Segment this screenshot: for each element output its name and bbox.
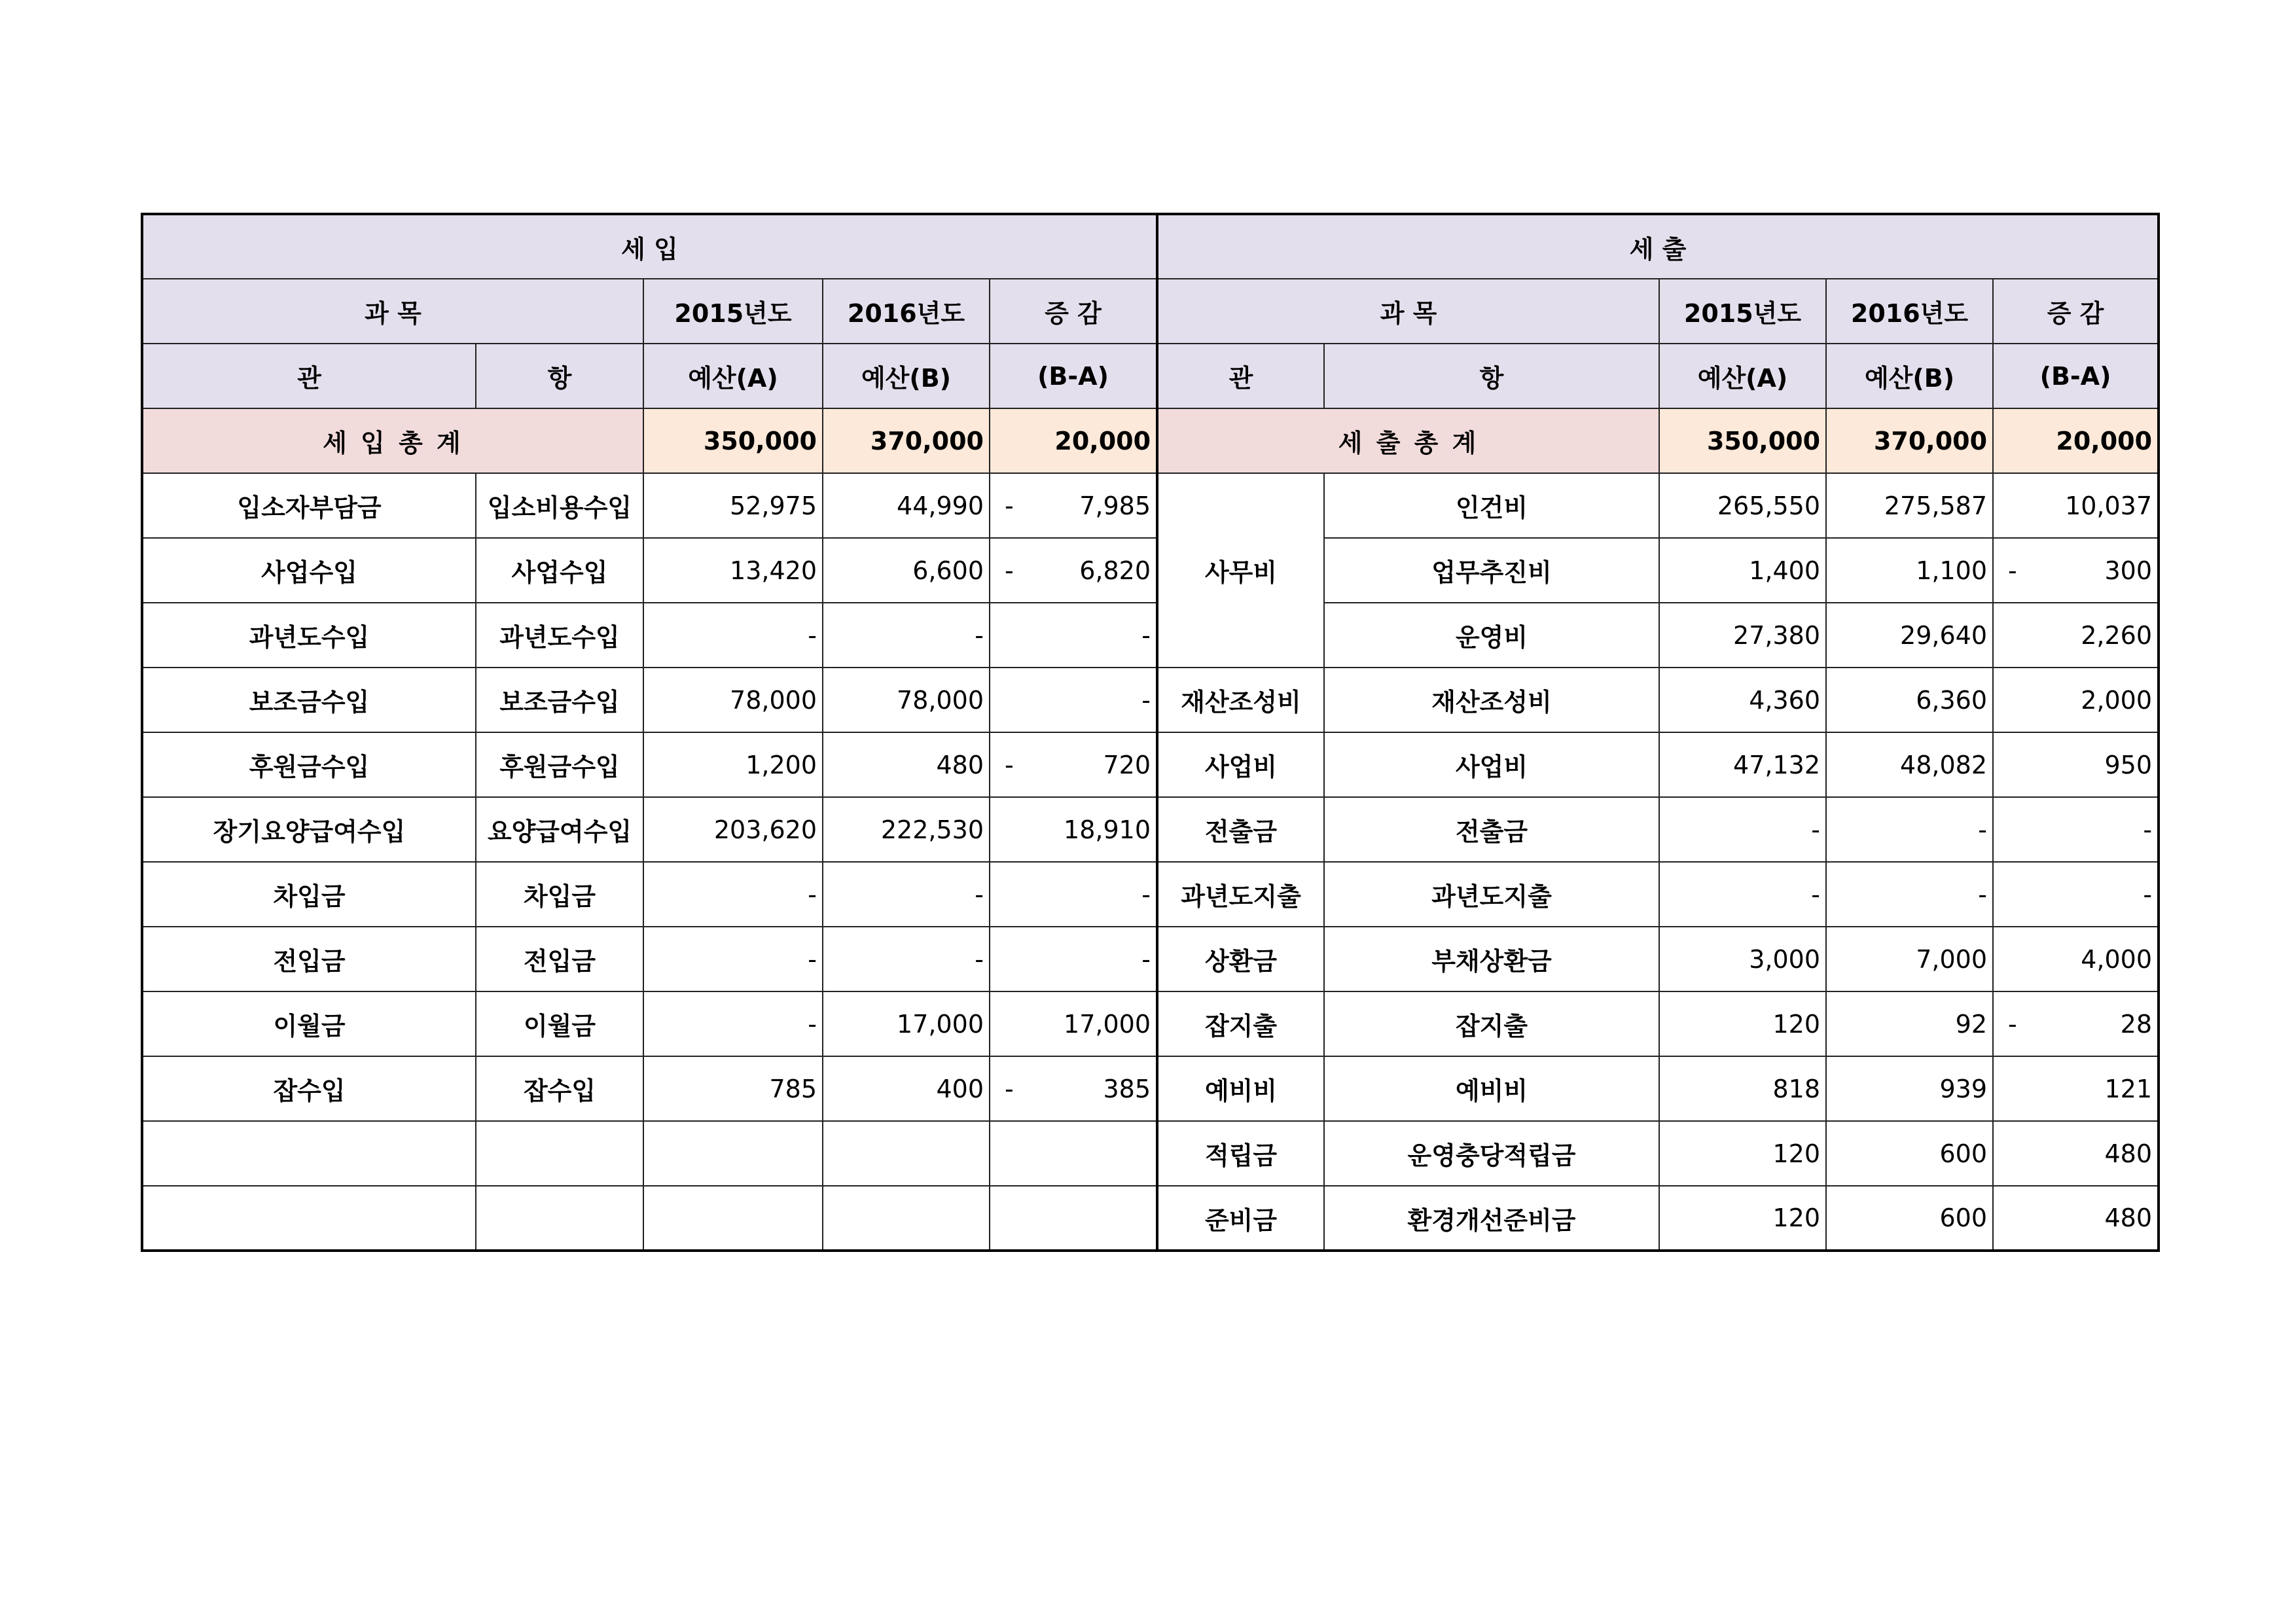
revenue-2016-cell: -	[823, 603, 990, 668]
revenue-gwan-cell	[142, 1121, 476, 1186]
expense-diff-cell	[1993, 603, 2159, 668]
revenue-gwan-cell: 후원금수입	[142, 732, 476, 797]
expense-hang-header: 항	[1324, 344, 1659, 408]
revenue-diff-value: -	[1141, 620, 1151, 650]
revenue-2015-cell: -	[643, 991, 823, 1056]
expense-2016-cell: 7,000	[1826, 927, 1993, 991]
expense-diff-cell	[1993, 473, 2159, 538]
revenue-2016-cell: 17,000	[823, 991, 990, 1056]
expense-2015-cell: 1,400	[1659, 538, 1826, 603]
expense-2016-cell: 6,360	[1826, 668, 1993, 732]
expense-budget-b-header: 예산(B)	[1826, 344, 1993, 408]
expense-diff-value: 300	[2104, 556, 2153, 585]
expense-diff-cell	[1993, 1121, 2159, 1186]
revenue-gwan-cell: 잡수입	[142, 1056, 476, 1121]
expense-gwan-cell: 상환금	[1157, 927, 1324, 991]
revenue-diff-cell	[990, 603, 1157, 668]
table-row	[142, 473, 2159, 538]
revenue-diff-value: 18,910	[1064, 815, 1151, 844]
revenue-diff-cell	[990, 473, 1157, 538]
revenue-2015-cell	[643, 1121, 823, 1186]
expense-2015-cell: 4,360	[1659, 668, 1826, 732]
revenue-total-2016: 370,000	[823, 408, 990, 473]
negative-sign: -	[2008, 556, 2017, 585]
expense-2015-cell: 120	[1659, 1121, 1826, 1186]
expense-gwan-cell: 잡지출	[1157, 991, 1324, 1056]
expense-hang-cell: 잡지출	[1324, 991, 1659, 1056]
expense-2016-cell: 275,587	[1826, 473, 1993, 538]
expense-2016-cell: 600	[1826, 1186, 1993, 1251]
expense-diff-value: -	[2143, 880, 2153, 909]
expense-diff-cell	[1993, 668, 2159, 732]
expense-diff-cell	[1993, 797, 2159, 862]
expense-2016-cell: -	[1826, 797, 1993, 862]
expense-diff-value: 480	[2104, 1139, 2153, 1168]
table-row	[142, 991, 2159, 1056]
expense-diff-value: 28	[2120, 1009, 2153, 1039]
expense-subject-header: 과 목	[1157, 279, 1659, 344]
revenue-2015-cell: 785	[643, 1056, 823, 1121]
revenue-hang-cell	[476, 1186, 643, 1251]
revenue-total-diff: 20,000	[990, 408, 1157, 473]
expense-2016-cell: 29,640	[1826, 603, 1993, 668]
revenue-2016-cell: -	[823, 927, 990, 991]
revenue-hang-cell: 전입금	[476, 927, 643, 991]
negative-sign: -	[1005, 1074, 1014, 1103]
expense-2016-header: 2016년도	[1826, 279, 1993, 344]
revenue-gwan-cell: 보조금수입	[142, 668, 476, 732]
revenue-gwan-header: 관	[142, 344, 476, 408]
revenue-diff-value: 6,820	[1079, 556, 1151, 585]
revenue-gwan-cell	[142, 1186, 476, 1251]
revenue-2015-cell: -	[643, 927, 823, 991]
expense-gwan-cell: 재산조성비	[1157, 668, 1324, 732]
section-header-row	[142, 214, 2159, 279]
table-row	[142, 732, 2159, 797]
revenue-diff-cell	[990, 927, 1157, 991]
revenue-2015-cell: 13,420	[643, 538, 823, 603]
expense-section-title: 세 출	[1157, 214, 2159, 279]
revenue-2015-cell	[643, 1186, 823, 1251]
revenue-2016-cell	[823, 1186, 990, 1251]
revenue-2015-cell: 1,200	[643, 732, 823, 797]
revenue-hang-cell: 과년도수입	[476, 603, 643, 668]
revenue-2015-cell: -	[643, 862, 823, 927]
revenue-2015-cell: -	[643, 603, 823, 668]
total-row	[142, 408, 2159, 473]
revenue-2015-header: 2015년도	[643, 279, 823, 344]
negative-sign: -	[1005, 556, 1014, 585]
expense-2015-cell: 47,132	[1659, 732, 1826, 797]
revenue-2016-cell: 78,000	[823, 668, 990, 732]
expense-diff-value: 10,037	[2065, 491, 2153, 520]
expense-2015-cell: 265,550	[1659, 473, 1826, 538]
table-row	[142, 538, 2159, 603]
revenue-gwan-cell: 과년도수입	[142, 603, 476, 668]
expense-total-2015: 350,000	[1659, 408, 1826, 473]
negative-sign: -	[2008, 1009, 2017, 1039]
revenue-diff-value: -	[1141, 685, 1151, 715]
revenue-budget-b-header: 예산(B)	[823, 344, 990, 408]
revenue-2015-cell: 203,620	[643, 797, 823, 862]
revenue-hang-header: 항	[476, 344, 643, 408]
revenue-diff-cell	[990, 732, 1157, 797]
revenue-hang-cell: 보조금수입	[476, 668, 643, 732]
expense-hang-cell: 업무추진비	[1324, 538, 1659, 603]
revenue-diff-value: -	[1141, 944, 1151, 974]
revenue-budget-a-header: 예산(A)	[643, 344, 823, 408]
expense-2015-cell: -	[1659, 797, 1826, 862]
revenue-2016-cell: -	[823, 862, 990, 927]
expense-2015-cell: 3,000	[1659, 927, 1826, 991]
expense-diff-value: -	[2143, 815, 2153, 844]
expense-diff-cell	[1993, 991, 2159, 1056]
expense-2015-header: 2015년도	[1659, 279, 1826, 344]
expense-diff-cell	[1993, 1186, 2159, 1251]
expense-diff-header: 증 감	[1993, 279, 2159, 344]
expense-hang-cell: 사업비	[1324, 732, 1659, 797]
revenue-total-label: 세 입 총 계	[142, 408, 643, 473]
revenue-subject-header: 과 목	[142, 279, 643, 344]
revenue-gwan-cell: 장기요양급여수입	[142, 797, 476, 862]
revenue-gwan-cell: 이월금	[142, 991, 476, 1056]
revenue-2016-cell: 480	[823, 732, 990, 797]
revenue-2015-cell: 78,000	[643, 668, 823, 732]
expense-hang-cell: 과년도지출	[1324, 862, 1659, 927]
revenue-hang-cell: 후원금수입	[476, 732, 643, 797]
expense-2016-cell: 939	[1826, 1056, 1993, 1121]
expense-diff-value: 121	[2104, 1074, 2153, 1103]
table-row	[142, 1121, 2159, 1186]
revenue-hang-cell	[476, 1121, 643, 1186]
expense-hang-cell: 예비비	[1324, 1056, 1659, 1121]
expense-total-2016: 370,000	[1826, 408, 1993, 473]
revenue-diff-value: 7,985	[1079, 491, 1151, 520]
revenue-diff-cell	[990, 991, 1157, 1056]
revenue-diff-value: 720	[1103, 750, 1151, 779]
revenue-2016-cell: 6,600	[823, 538, 990, 603]
expense-total-diff: 20,000	[1993, 408, 2159, 473]
expense-hang-cell: 운영비	[1324, 603, 1659, 668]
revenue-diff-value: 17,000	[1064, 1009, 1151, 1039]
revenue-diff-cell	[990, 1056, 1157, 1121]
revenue-hang-cell: 입소비용수입	[476, 473, 643, 538]
expense-hang-cell: 운영충당적립금	[1324, 1121, 1659, 1186]
expense-diff-value: 2,260	[2081, 620, 2153, 650]
revenue-gwan-cell: 전입금	[142, 927, 476, 991]
expense-diff-cell	[1993, 538, 2159, 603]
revenue-section-title: 세 입	[142, 214, 1157, 279]
revenue-2016-header: 2016년도	[823, 279, 990, 344]
revenue-hang-cell: 사업수입	[476, 538, 643, 603]
table-row	[142, 603, 2159, 668]
negative-sign: -	[1005, 491, 1014, 520]
revenue-diff-cell	[990, 668, 1157, 732]
expense-gwan-cell: 사업비	[1157, 732, 1324, 797]
negative-sign: -	[1005, 750, 1014, 779]
table-row	[142, 1056, 2159, 1121]
revenue-hang-cell: 이월금	[476, 991, 643, 1056]
expense-diff-value: 480	[2104, 1204, 2153, 1232]
expense-diff-value: 2,000	[2081, 685, 2153, 715]
revenue-hang-cell: 잡수입	[476, 1056, 643, 1121]
budget-table	[141, 213, 2160, 1252]
revenue-2016-cell: 400	[823, 1056, 990, 1121]
expense-gwan-header: 관	[1157, 344, 1324, 408]
expense-2015-cell: 120	[1659, 991, 1826, 1056]
table-row	[142, 862, 2159, 927]
expense-2016-cell: -	[1826, 862, 1993, 927]
revenue-diff-header: 증 감	[990, 279, 1157, 344]
revenue-2016-cell: 44,990	[823, 473, 990, 538]
revenue-2016-cell: 222,530	[823, 797, 990, 862]
revenue-diff-cell	[990, 797, 1157, 862]
expense-gwan-cell: 예비비	[1157, 1056, 1324, 1121]
expense-gwan-cell: 적립금	[1157, 1121, 1324, 1186]
revenue-2015-cell: 52,975	[643, 473, 823, 538]
expense-gwan-cell: 사무비	[1157, 473, 1324, 668]
revenue-2016-cell	[823, 1121, 990, 1186]
expense-hang-cell: 환경개선준비금	[1324, 1186, 1659, 1251]
expense-2016-cell: 92	[1826, 991, 1993, 1056]
revenue-hang-cell: 차입금	[476, 862, 643, 927]
expense-diff-cell	[1993, 1056, 2159, 1121]
expense-total-label: 세 출 총 계	[1157, 408, 1659, 473]
revenue-diff-value: -	[1141, 880, 1151, 909]
revenue-hang-cell: 요양급여수입	[476, 797, 643, 862]
expense-2015-cell: 120	[1659, 1186, 1826, 1251]
expense-gwan-cell: 전출금	[1157, 797, 1324, 862]
expense-diff-cell	[1993, 732, 2159, 797]
expense-gwan-cell: 과년도지출	[1157, 862, 1324, 927]
expense-hang-cell: 재산조성비	[1324, 668, 1659, 732]
revenue-gwan-cell: 차입금	[142, 862, 476, 927]
expense-2016-cell: 600	[1826, 1121, 1993, 1186]
revenue-gwan-cell: 입소자부담금	[142, 473, 476, 538]
expense-diff-cell	[1993, 927, 2159, 991]
expense-diff-formula-header: (B-A)	[1993, 344, 2159, 408]
revenue-diff-cell	[990, 862, 1157, 927]
table-row	[142, 668, 2159, 732]
expense-2016-cell: 48,082	[1826, 732, 1993, 797]
expense-hang-cell: 인건비	[1324, 473, 1659, 538]
column-header-row-1	[142, 279, 2159, 344]
revenue-diff-value: 385	[1103, 1074, 1151, 1103]
table-row	[142, 1186, 2159, 1251]
revenue-diff-formula-header: (B-A)	[990, 344, 1157, 408]
revenue-diff-cell	[990, 1186, 1157, 1251]
expense-diff-value: 950	[2104, 750, 2153, 779]
expense-2015-cell: -	[1659, 862, 1826, 927]
expense-hang-cell: 전출금	[1324, 797, 1659, 862]
expense-2015-cell: 27,380	[1659, 603, 1826, 668]
expense-diff-cell	[1993, 862, 2159, 927]
revenue-diff-cell	[990, 538, 1157, 603]
revenue-total-2015: 350,000	[643, 408, 823, 473]
expense-2016-cell: 1,100	[1826, 538, 1993, 603]
expense-diff-value: 4,000	[2081, 944, 2153, 974]
expense-gwan-cell: 준비금	[1157, 1186, 1324, 1251]
table-row	[142, 927, 2159, 991]
expense-budget-a-header: 예산(A)	[1659, 344, 1826, 408]
expense-hang-cell: 부채상환금	[1324, 927, 1659, 991]
revenue-diff-cell	[990, 1121, 1157, 1186]
expense-2015-cell: 818	[1659, 1056, 1826, 1121]
table-row	[142, 797, 2159, 862]
column-header-row-2	[142, 344, 2159, 408]
revenue-gwan-cell: 사업수입	[142, 538, 476, 603]
